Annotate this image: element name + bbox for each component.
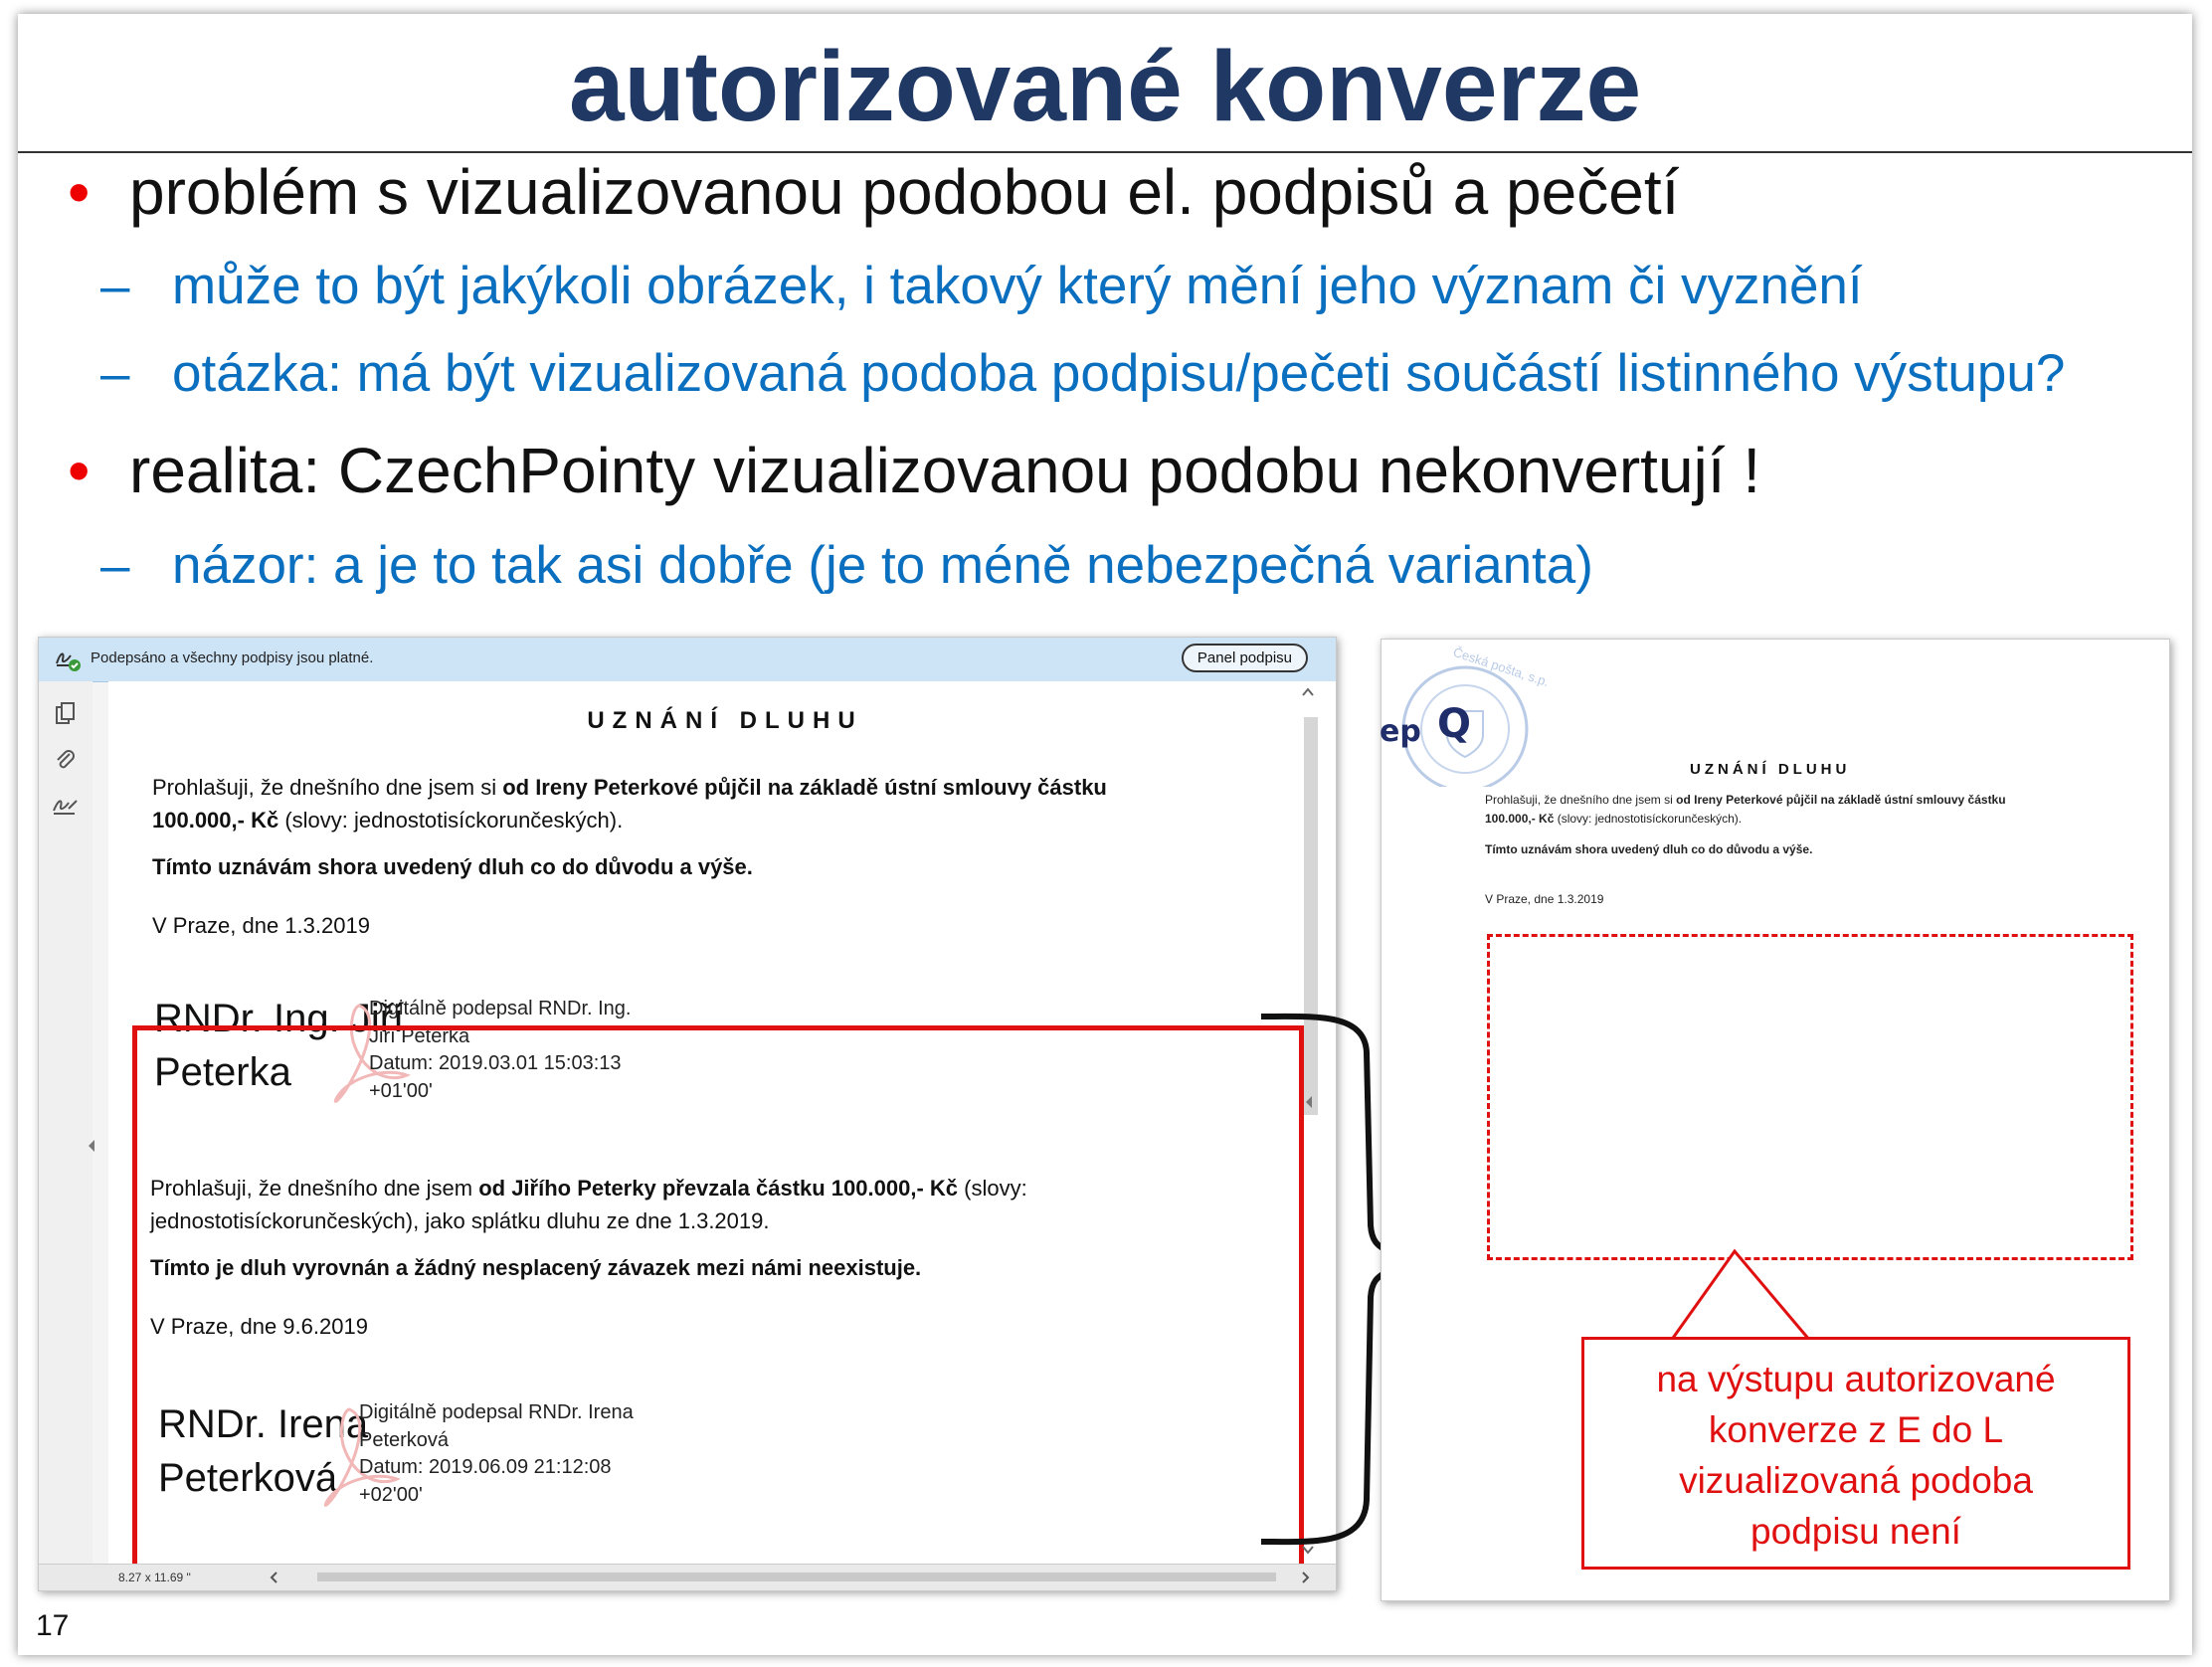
attachment-icon[interactable]: [53, 747, 79, 773]
pdf-page: [108, 681, 1337, 1565]
bullet-marker: •: [68, 156, 91, 228]
slide-title: autorizované konverze: [568, 31, 1642, 142]
doc-place-date-1: V Praze, dne 1.3.2019: [152, 913, 370, 938]
preview-para1-part-a: Prohlašuji, že dnešního dne jsem si: [1485, 793, 1677, 807]
horizontal-scrollbar[interactable]: [39, 1564, 1336, 1590]
bullet-1-sub-2-text: otázka: má být vizualizovaná podoba podpisu/pečeti součástí listinného výstupu?: [172, 344, 2066, 403]
preview-paragraph-1: [1485, 791, 2082, 829]
bullet-1: [68, 155, 1680, 229]
signature-2-name-line2: Peterková: [158, 1456, 338, 1500]
doc-title: UZNÁNÍ DLUHU: [587, 707, 863, 734]
signature-1-line2: Jiří Peterka: [369, 1024, 470, 1047]
para3-part-d: jednostotisíckorunčeských), jako splátku dluhu ze dne 1.3.2019.: [150, 1208, 770, 1233]
signature-panel-button[interactable]: Panel podpisu: [1182, 644, 1308, 672]
horizontal-scroll-thumb[interactable]: [317, 1573, 1276, 1581]
preview-para1-part-b: od Ireny Peterkové půjčil na základě ústní smlouvy částku: [1676, 793, 2006, 807]
bullet-1-sub-1: [100, 256, 1863, 316]
stamp-text: Česká pošta, s.p.: [1451, 644, 1552, 690]
bullet-1-sub-1-text: může to být jakýkoli obrázek, i takový který mění jeho význam či vyznění: [172, 257, 1863, 315]
callout-pointer: [1661, 1247, 1820, 1343]
signature-status-text: Podepsáno a všechny podpisy jsou platné.: [91, 649, 374, 666]
svg-text:ep: ep: [1380, 714, 1421, 749]
sub-marker: –: [100, 344, 130, 403]
signature-1-name-line2: Peterka: [154, 1050, 291, 1094]
callout-line-4: podpisu není: [1751, 1511, 1961, 1553]
sub-marker: –: [100, 536, 130, 595]
callout-line-1: na výstupu autorizované: [1656, 1359, 2056, 1399]
para1-part-d: (slovy: jednostotisíckorunčeských).: [278, 808, 624, 833]
signature-2-line1: Digitálně podepsal RNDr. Irena: [359, 1401, 634, 1423]
bullet-2-sub-1-text: názor: a je to tak asi dobře (je to méně nebezpečná varianta): [172, 536, 1593, 595]
preview-place-date: V Praze, dne 1.3.2019: [1485, 892, 1604, 906]
callout-line-2: konverze z E do L: [1708, 1409, 2004, 1451]
bullet-1-text: problém s vizualizovanou podobou el. podpisů a pečetí: [129, 156, 1680, 228]
para1-part-a: Prohlašuji, že dnešního dne jsem si: [152, 775, 503, 800]
scroll-up-icon[interactable]: [1302, 687, 1314, 697]
signature-1-line1: Digitálně podepsal RNDr. Ing.: [369, 998, 632, 1019]
preview-paragraph-2: Tímto uznávám shora uvedený dluh co do důvodu a výše.: [1485, 842, 1813, 856]
signature-2-line4: +02'00': [359, 1483, 423, 1506]
callout-box: [1581, 1337, 2130, 1570]
callout-line-3: vizualizovaná podoba: [1679, 1460, 2033, 1502]
signatures-highlight-box: [132, 1025, 1304, 1591]
scroll-left-icon[interactable]: [270, 1572, 279, 1583]
doc-paragraph-2: Tímto uznávám shora uvedený dluh co do důvodu a výše.: [152, 854, 753, 879]
para3-part-b: od Jiřího Peterky převzala částku 100.000,- Kč: [478, 1176, 959, 1201]
signature-2-line3: Datum: 2019.06.09 21:12:08: [359, 1456, 612, 1479]
para1-part-c: 100.000,- Kč: [152, 808, 279, 833]
bullet-2-sub-1: [100, 535, 1593, 596]
preview-para1-part-c: 100.000,- Kč: [1485, 812, 1555, 827]
signature-1-name-line1: RNDr. Ing. Jiří: [154, 997, 405, 1040]
page-size-label: 8.27 x 11.69 ": [118, 1571, 191, 1584]
doc-paragraph-1: [152, 771, 1206, 836]
bullet-2: [68, 434, 1761, 507]
sub-marker: –: [100, 257, 130, 315]
preview-doc-title: UZNÁNÍ DLUHU: [1690, 761, 1851, 778]
bullet-marker: •: [68, 435, 91, 506]
scroll-right-icon[interactable]: [1300, 1572, 1310, 1583]
pdf-viewer-screenshot: [38, 637, 1337, 1591]
svg-text:Q: Q: [1437, 701, 1472, 747]
page-number: 17: [36, 1609, 70, 1642]
signature-1-line4: +01'00': [369, 1079, 433, 1102]
collapse-sidebar-icon[interactable]: [87, 1139, 96, 1153]
para1-part-b: od Ireny Peterkové půjčil na základě ústní smlouvy částku: [502, 775, 1107, 800]
missing-signature-area: [1487, 934, 2133, 1260]
bullet-1-sub-2: [100, 343, 2066, 404]
doc-place-date-2: V Praze, dne 9.6.2019: [150, 1314, 368, 1339]
para3-part-a: Prohlašuji, že dnešního dne jsem: [150, 1176, 479, 1201]
signature-2-name-line1: RNDr. Irena: [158, 1402, 369, 1446]
preview-para1-part-d: (slovy: jednostotisíckorunčeských).: [1554, 812, 1743, 827]
pages-icon[interactable]: [53, 701, 79, 727]
signature-panel-icon[interactable]: [51, 793, 81, 819]
signature-valid-icon: [53, 644, 83, 673]
signature-1-line3: Datum: 2019.03.01 15:03:13: [369, 1052, 622, 1075]
signature-status-bar: [39, 638, 1336, 682]
para3-part-c: (slovy:: [958, 1176, 1027, 1201]
viewer-sidebar: [39, 681, 92, 1590]
title-divider: [18, 151, 2192, 153]
doc-paragraph-4: Tímto je dluh vyrovnán a žádný nesplacený závazek mezi námi neexistuje.: [150, 1255, 922, 1280]
bullet-2-text: realita: CzechPointy vizualizovanou podobu nekonvertují !: [129, 435, 1761, 506]
callout-text: [1584, 1354, 2127, 1557]
signature-2-line2: Peterková: [359, 1428, 450, 1451]
